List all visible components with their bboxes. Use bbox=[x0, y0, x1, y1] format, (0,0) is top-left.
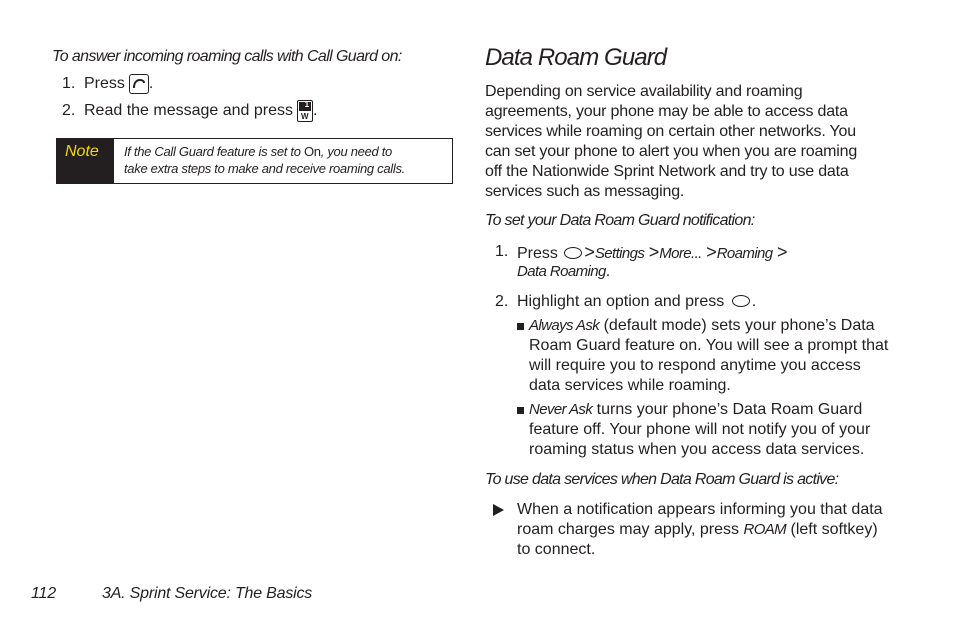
paragraph-line: services such as messaging. bbox=[485, 183, 685, 200]
bullet-line: feature off. Your phone will not notify you of your bbox=[529, 421, 871, 438]
arrow-line: to connect. bbox=[517, 541, 596, 558]
menu-settings: Settings bbox=[594, 245, 645, 262]
menu-data-roaming: Data Roaming bbox=[517, 263, 606, 280]
menu-ok-key-icon bbox=[732, 295, 750, 307]
step-text: Highlight an option and press bbox=[517, 293, 725, 310]
sub-heading-set: To set your Data Roam Guard notification: bbox=[485, 212, 755, 229]
path-separator: > bbox=[706, 242, 717, 262]
left-step-1 bbox=[62, 74, 153, 94]
arrow-line: When a notification appears informing you that data bbox=[517, 501, 883, 518]
menu-ok-key-icon bbox=[564, 247, 582, 259]
left-heading: To answer incoming roaming calls with Call Guard on: bbox=[52, 48, 402, 65]
one-key-icon: 1 W bbox=[297, 100, 313, 122]
note-on-value: On bbox=[303, 144, 321, 159]
step-text: Press bbox=[84, 75, 125, 92]
step-text: Read the message and press bbox=[84, 102, 294, 119]
left-step-2 bbox=[62, 100, 317, 122]
section-title: Data Roam Guard bbox=[485, 44, 667, 71]
option-term: Never Ask bbox=[529, 401, 593, 418]
note-text bbox=[124, 143, 449, 177]
path-separator: > bbox=[777, 242, 788, 262]
path-separator: > bbox=[584, 242, 595, 262]
note-label: Note bbox=[65, 143, 99, 160]
right-step-2 bbox=[495, 292, 895, 312]
page-number: 112 bbox=[31, 585, 56, 602]
arrow-line-end: (left softkey) bbox=[786, 521, 878, 538]
softkey-term: ROAM bbox=[743, 521, 787, 538]
step-end: . bbox=[605, 263, 611, 280]
step-number: 1. bbox=[62, 75, 76, 92]
note-label-bar bbox=[57, 139, 114, 183]
step-body-line-2 bbox=[517, 262, 610, 282]
bullet-line: Roam Guard feature on. You will see a prompt that bbox=[529, 337, 889, 354]
bullet-line: roaming status when you access data services. bbox=[529, 441, 865, 458]
bullet-text: (default mode) sets your phone’s Data bbox=[599, 317, 875, 334]
note-box bbox=[56, 138, 453, 184]
intro-paragraph bbox=[485, 82, 885, 202]
menu-roaming: Roaming bbox=[716, 245, 773, 262]
note-line-1-end: , you need to bbox=[320, 144, 392, 159]
bullet-text: turns your phone’s Data Roam Guard bbox=[592, 401, 863, 418]
section-footer: 3A. Sprint Service: The Basics bbox=[102, 585, 313, 602]
step-number: 2. bbox=[495, 293, 509, 310]
step-body bbox=[517, 292, 756, 312]
paragraph-line: Depending on service availability and roaming bbox=[485, 83, 803, 100]
arrow-bullet-icon bbox=[493, 504, 504, 516]
square-bullet-icon bbox=[517, 407, 524, 414]
step-number: 1. bbox=[495, 243, 509, 260]
menu-more: More... bbox=[659, 245, 702, 262]
bullet-always-ask bbox=[517, 316, 897, 396]
arrow-line: roam charges may apply, press bbox=[517, 521, 744, 538]
paragraph-line: services while roaming on certain other networks. You bbox=[485, 123, 856, 140]
step-press: Press bbox=[517, 245, 558, 262]
path-separator: > bbox=[648, 242, 660, 262]
sub-heading-use: To use data services when Data Roam Guard is active: bbox=[485, 471, 839, 488]
step-end: . bbox=[148, 75, 154, 92]
right-step-1 bbox=[495, 242, 895, 284]
note-line-2: take extra steps to make and receive roaming calls. bbox=[124, 161, 405, 176]
paragraph-line: can set your phone to alert you when you are roaming bbox=[485, 143, 858, 160]
bullet-never-ask bbox=[517, 400, 897, 460]
talk-send-key-icon bbox=[129, 74, 149, 94]
square-bullet-icon bbox=[517, 323, 524, 330]
paragraph-line: off the Nationwide Sprint Network and try to use data bbox=[485, 163, 849, 180]
option-term: Always Ask bbox=[529, 317, 600, 334]
step-number: 2. bbox=[62, 102, 76, 119]
bullet-line: will require you to respond anytime you access bbox=[529, 357, 861, 374]
paragraph-line: agreements, your phone may be able to access data bbox=[485, 103, 848, 120]
step-body bbox=[517, 242, 788, 264]
step-end: . bbox=[313, 102, 318, 119]
arrow-item bbox=[493, 500, 893, 560]
note-line-1: If the Call Guard feature is set to bbox=[124, 144, 304, 159]
step-end: . bbox=[751, 293, 757, 310]
bullet-line: data services while roaming. bbox=[529, 377, 731, 394]
